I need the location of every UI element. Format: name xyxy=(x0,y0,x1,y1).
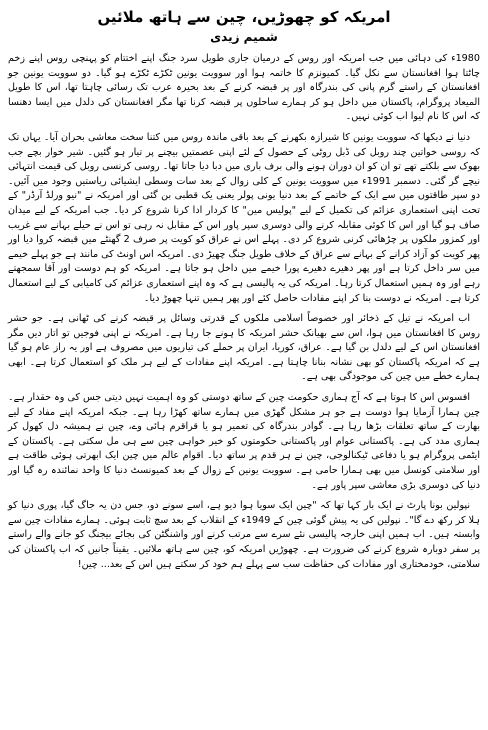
article-paragraph: نپولین بونا پارٹ نے ایک بار کہا تھا کہ "چین ایک سویا ہوا دیو ہے، اسے سونے دو، جس دن یہ جاگ گیا، پوری دنیا کو ہلا کر رکھ دے گا"۔ نپولین کی یہ پیش گوئی چین کے 1949ء کے انقلاب کے بعد سچ ثابت ہوئی۔ ہمارے مفادات چین سے وابستہ ہیں۔ اب ہمیں اپنی خارجہ پالیسی نئے سرے سے مرتب کرنے اور واشنگٹن کی بجائے بیجنگ کو جانے والے راستے پر سفر دوبارہ شروع کرنے کی ضرورت ہے۔ چھوڑیں امریکہ کو، چین سے ہاتھ ملائیں۔ یقیناً جانیں کہ اب پاکستان کی سلامتی، خودمختاری اور مفادات کی حفاظت سب سے پہلے ہم خود کر سکتے ہیں اس کے بعد... چین! xyxy=(8,500,480,570)
article-paragraph: 1980ء کی دہائی میں جب امریکہ اور روس کے درمیان جاری طویل سرد جنگ اپنے اختتام کو پہنچی روس اپنے زخم چاٹتا ہوا افغانستان سے نکل گیا۔ کمیونزم کا خاتمہ ہوا اور سوویت یونین ٹکڑے ٹکڑے ہو گیا۔ دو سوویت یونین جو افغانستان کے راستے گرم پانی کی بندرگاہ اور پر قبضہ کرنے کے بعد بحیرہ عرب تک رسائی چاہتا تھا، اس کا طویل المیعاد پروگرام، پاکستان میں داخل ہو کر ہمارے ساحلوں پر قبضہ کرنا تھا مگر افغانستان کی دلدل میں ایسا دھنسا کہ اس کا نام لیوا اب کوئی نہیں۔ xyxy=(8,53,480,123)
article-paragraph: اب امریکہ نے تیل کے ذخائر اور خصوصاً اسلامی ملکوں کے قدرتی وسائل پر قبضہ کرنے کی ٹھانی ہے۔ جو حشر روس کا افغانستان میں ہوا، اس سے بھیانک حشر امریکہ کا ہونے جا رہا ہے۔ امریکہ نے اپنی فوجیں تو اتار دیں مگر افغانستان اس کے لیے دلدل بن گیا ہے۔ عراق، کوریا، ایران پر حملے کی تیاریوں میں مصروف ہے اور یہ راز عام ہو گیا ہے کہ امریکہ پاکستان کو بھی نشانہ بنانا چاہتا ہے۔ امریکہ اپنے مفادات کے لیے ہر ملک کو استعمال کرتا ہے۔ ابھی ہمارے خطے میں چین کی موجودگی بھی ہے۔ xyxy=(8,313,480,383)
article-author: شمیم زیدی xyxy=(210,30,278,44)
article-paragraph: دنیا نے دیکھا کہ سوویت یونین کا شیرازہ بکھرنے کے بعد باقی ماندہ روس میں کتنا سخت معاشی بحران آیا۔ یہاں تک کہ روسی خواتین چند روبل کی ڈبل روٹی کے حصول کے لئے اپنی عصمتیں بیچنے پر تیار ہو گئیں۔ شیر خوار بچے جب بھوک سے بلکتے تھے تو ان کو ان دوران ہونے والی برف باری میں دبا دیا جاتا تھا۔ روسی کرنسی روبل کی قیمت انتہائی نیچے گر گئی۔ دسمبر 1991ء میں سوویت یونین کے کلی زوال کے بعد سات وسطی ایشیائی ریاستیں وجود میں آئیں۔ دو سپر طاقتوں میں سے ایک کے خاتمے کے بعد دنیا یونی پولر یعنی یک قطبی بن گئی اور امریکہ نے "نیو ورلڈ آرڈر" کے تحت اپنی استعماری عزائم کی تکمیل کے لیے "پولیس مین" کا کردار ادا کرنا شروع کر دیا۔ جب امریکہ کے لیے میدان صاف ہو گیا اور اس کا کوئی مقابلہ کرنے والی دوسری سپر پاور اس کے مقابل نہ رہی تو اس نے حیلے بہانے سے غریب اور کمزور ملکوں پر چڑھائی کرنی شروع کر دی۔ پہلے اس نے عراق کو کویت پر صرف 2 گھنٹے میں قبضہ کروا دیا اور پھر کویت کو آزاد کرانے کے بہانے سے عراق کے خلاف طویل جنگ چھیڑ دی۔ امریکہ اس اونٹ کی مانند ہے جو پہلے خیمے میں سر داخل کرتا ہے اور پھر دھیرے دھیرے پورا خیمے میں داخل ہو جاتا ہے۔ امریکہ کو ہم دوست اور آقا سمجھتے رہے اور وہ ہمیں استعمال کرتا رہا۔ امریکہ کی یہ پالیسی ہے کہ وہ اپنے استعماری عزائم کی کامیابی کے لیے استعمال کرتا ہے۔ امریکہ نے دوست بنا کر اپنے مفادات حاصل کئے اور پھر ہمیں تنہا چھوڑ دیا۔ xyxy=(8,131,481,304)
article-title: امریکہ کو چھوڑیں، چین سے ہاتھ ملائیں xyxy=(97,8,391,26)
article-paragraph: افسوس اس کا ہوتا ہے کہ آج ہماری حکومت چین کے ساتھ دوستی کو وہ اہمیت نہیں دیتی جس کی وہ حقدار ہے۔ چین ہمارا آزمایا ہوا دوست ہے جو ہر مشکل گھڑی میں ہمارے ساتھ کھڑا رہا ہے۔ جبکہ امریکہ اپنے مفاد کے لیے بھارت کے ساتھ تعلقات بڑھا رہا ہے۔ گوادر بندرگاہ کی تعمیر ہو یا قراقرم ہائی وے، چین نے ہمیشہ دل کھول کر ہماری مدد کی ہے۔ پاکستانی عوام اور پاکستانی حکومتوں کو خیر خواہی چین سے ہی مل سکتی ہے۔ پاکستان کے ایٹمی پروگرام ہو یا دفاعی ٹیکنالوجی، چین نے ہر قدم پر ساتھ دیا۔ اقوام عالم میں چین ایک ابھرتی ہوئی طاقت ہے اور سلامتی کونسل میں بھی ہمارا حامی ہے۔ سوویت یونین کے زوال کے بعد کمیونسٹ دنیا کا واحد نمائندہ رہ گیا اور دنیا کی دوسری بڑی معاشی سپر پاور ہے۔ xyxy=(8,392,480,491)
